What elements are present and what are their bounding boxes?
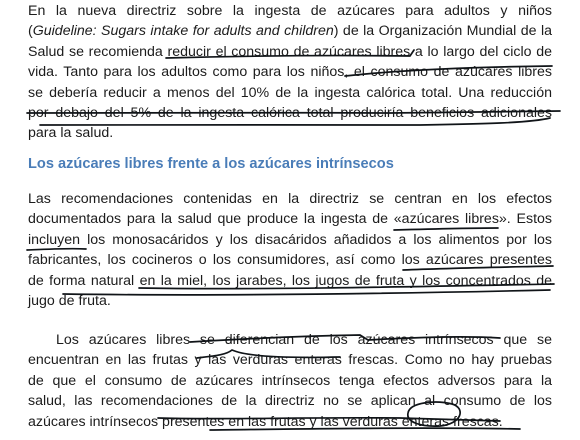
text-line: de que el consumo de azúcares intrínsecos tenga efectos adversos para la bbox=[28, 372, 552, 389]
text-fragment: ) de la Organización Mundial de la bbox=[333, 23, 552, 40]
text-line: vida. Tanto para los adultos como para los niños, el consumo de azúcares libres bbox=[28, 64, 552, 81]
guideline-title: Guideline: Sugars intake for adults and children bbox=[32, 23, 334, 40]
text-line: encuentran en las frutas y las verduras enteras frescas. Como no hay pruebas bbox=[28, 352, 552, 369]
section-heading: Los azúcares libres frente a los azúcares intrínsecos bbox=[28, 156, 394, 172]
paragraph-intro bbox=[28, 1, 552, 144]
text-line: de forma natural en la miel, los jarabes, los jugos de fruta y los concentrados de bbox=[28, 272, 552, 289]
text-line: para la salud. bbox=[28, 125, 114, 142]
text-line: se debería reducir a menos del 10% de la ingesta calórica total. Una reducción bbox=[28, 84, 552, 101]
text-line: incluyen los monosacáridos y los disacáridos añadidos a los alimentos por los bbox=[28, 231, 552, 248]
text-line: documentados para la salud que produce la ingesta de «azúcares libres». Estos bbox=[28, 211, 552, 228]
text-line: Las recomendaciones contenidas en la directriz se centran en los efectos bbox=[28, 191, 552, 207]
text-line: Los azúcares libres se diferencian de los azúcares intrínsecos que se bbox=[56, 332, 552, 348]
text-line: En la nueva directriz sobre la ingesta de azúcares para adultos y niños bbox=[28, 3, 552, 19]
text-line: Salud se recomienda reducir el consumo de azúcares libres a lo largo del ciclo de bbox=[28, 43, 552, 60]
text-line: fabricantes, los cocineros o los consumidores, así como los azúcares presentes bbox=[28, 252, 552, 269]
text-line: azúcares intrínsecos presentes en las frutas y las verduras enteras frescas. bbox=[28, 413, 503, 430]
paragraph-intrinsic bbox=[28, 330, 552, 432]
paren-open: ( bbox=[28, 23, 33, 40]
text-line: jugo de fruta. bbox=[28, 293, 111, 310]
text-line bbox=[28, 21, 552, 41]
text-line: salud, las recomendaciones de la directriz no se aplican al consumo de los bbox=[28, 393, 552, 410]
paragraph-recommendations bbox=[28, 189, 552, 311]
text-line: por debajo del 5% de la ingesta calórica total produciría beneficios adicionales bbox=[28, 105, 552, 122]
